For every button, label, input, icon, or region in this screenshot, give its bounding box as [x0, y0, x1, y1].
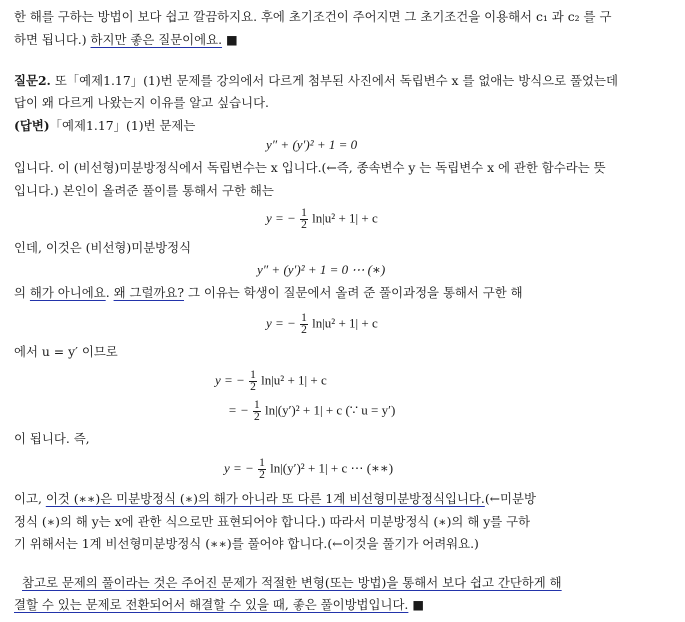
fraction: [258, 458, 266, 481]
paragraph-text: 하면 됩니다.): [14, 32, 87, 47]
equation-right: ln|u² + 1| + c: [312, 210, 378, 226]
underlined-text: 왜 그럴까요?: [113, 285, 185, 300]
fraction-denominator: 2: [301, 324, 307, 336]
equation: [266, 313, 378, 336]
fraction: [253, 400, 261, 423]
body-text: .: [105, 285, 114, 300]
fraction-numerator: 1: [254, 399, 260, 411]
question-line: 답이 왜 다르게 나왔는지 이유를 알고 싶습니다.: [14, 95, 269, 110]
equation-left: y = −: [215, 372, 245, 388]
body-line: [22, 575, 562, 591]
underlined-text: 이것 (∗∗)은 미분방정식 (∗)의 해가 아니라 또 다른 1계 비선형미분방정식입니다.: [45, 491, 485, 506]
question-text: 또「예제1.17」(1)번 문제를 강의에서 다르게 첨부된 사진에서 독립변수 x 를 없애는 방식으로 풀었는데: [50, 73, 618, 88]
body-line: 에서 u = y′ 이므로: [14, 344, 118, 359]
body-line: 입니다. 이 (비선형)미분방정식에서 독립변수는 x 입니다.(←즉, 종속변수 y 는 독립변수 x 에 관한 함수라는 뜻: [14, 160, 606, 175]
equation: [266, 208, 378, 231]
equation: [215, 370, 327, 393]
equation-right: ln|u² + 1| + c: [261, 372, 327, 388]
body-line: 기 위해서는 1계 비선형미분방정식 (∗∗)를 풀어야 합니다.(←이것을 풀기가 어려워요.): [14, 536, 479, 551]
question-line: [14, 73, 618, 89]
underlined-text: 결할 수 있는 문제로 전환되어서 해결할 수 있을 때, 좋은 풀이방법입니다.: [14, 597, 409, 612]
fraction-numerator: 1: [250, 369, 256, 381]
body-line: 입니다.) 본인이 올려준 풀이를 통해서 구한 해는: [14, 183, 274, 198]
fraction: [249, 370, 257, 393]
equation-right: ln|u² + 1| + c: [312, 315, 378, 331]
fraction-denominator: 2: [254, 411, 260, 423]
fraction-denominator: 2: [250, 381, 256, 393]
fraction-denominator: 2: [301, 219, 307, 231]
equation: y″ + (y′)² + 1 = 0 ⋯ (∗): [257, 262, 386, 277]
body-text: 이고,: [14, 491, 46, 506]
body-line: 정식 (∗)의 해 y는 x에 관한 식으로만 표현되어야 합니다.) 따라서 미분방정식 (∗)의 해 y를 구하: [14, 514, 531, 529]
fraction: [300, 208, 308, 231]
underlined-text: 하지만 좋은 질문이에요.: [90, 32, 223, 47]
equation-right: ln|(y′)² + 1| + c ⋯ (∗∗): [270, 460, 394, 476]
fraction-denominator: 2: [259, 469, 265, 481]
equation-right: ln|(y′)² + 1| + c (∵ u = y′): [265, 402, 396, 418]
fraction-numerator: 1: [301, 312, 307, 324]
equation-left: y = −: [266, 210, 296, 226]
body-text: 의: [14, 285, 30, 300]
equation-left: y = −: [224, 460, 254, 476]
body-text: (←미분방: [484, 491, 536, 506]
end-mark: ■: [412, 597, 425, 612]
equation: [228, 400, 395, 423]
equation: [224, 458, 393, 481]
body-line: [14, 285, 523, 301]
underlined-text: 해가 아니에요: [29, 285, 106, 300]
fraction-numerator: 1: [259, 457, 265, 469]
equation: y″ + (y′)² + 1 = 0: [266, 137, 358, 152]
fraction: [300, 313, 308, 336]
answer-text: 「예제1.17」(1)번 문제는: [49, 118, 196, 133]
equation-left: y = −: [266, 315, 296, 331]
underlined-text: 참고로 문제의 풀이라는 것은 주어진 문제가 적절한 변형(또는 방법)을 통해서 보다 쉽고 간단하게 해: [22, 575, 562, 590]
body-line: 이 됩니다. 즉,: [14, 431, 90, 446]
end-mark: ■: [225, 32, 238, 47]
fraction-numerator: 1: [301, 207, 307, 219]
body-line: [14, 597, 424, 613]
body-text: 그 이유는 학생이 질문에서 올려 준 풀이과정을 통해서 구한 해: [184, 285, 523, 300]
paragraph-line: 한 해를 구하는 방법이 보다 쉽고 깔끔하지요. 후에 초기조건이 주어지면 그 초기조건을 이용해서 c₁ 과 c₂ 를 구: [14, 9, 612, 24]
question-label: 질문2.: [14, 73, 51, 88]
body-line: 인데, 이것은 (비선형)미분방정식: [14, 240, 192, 255]
body-line: [14, 491, 536, 507]
answer-label: (답변): [14, 118, 50, 133]
answer-line: [14, 118, 195, 134]
paragraph-line: [14, 32, 238, 48]
equation-left: = −: [228, 402, 249, 418]
